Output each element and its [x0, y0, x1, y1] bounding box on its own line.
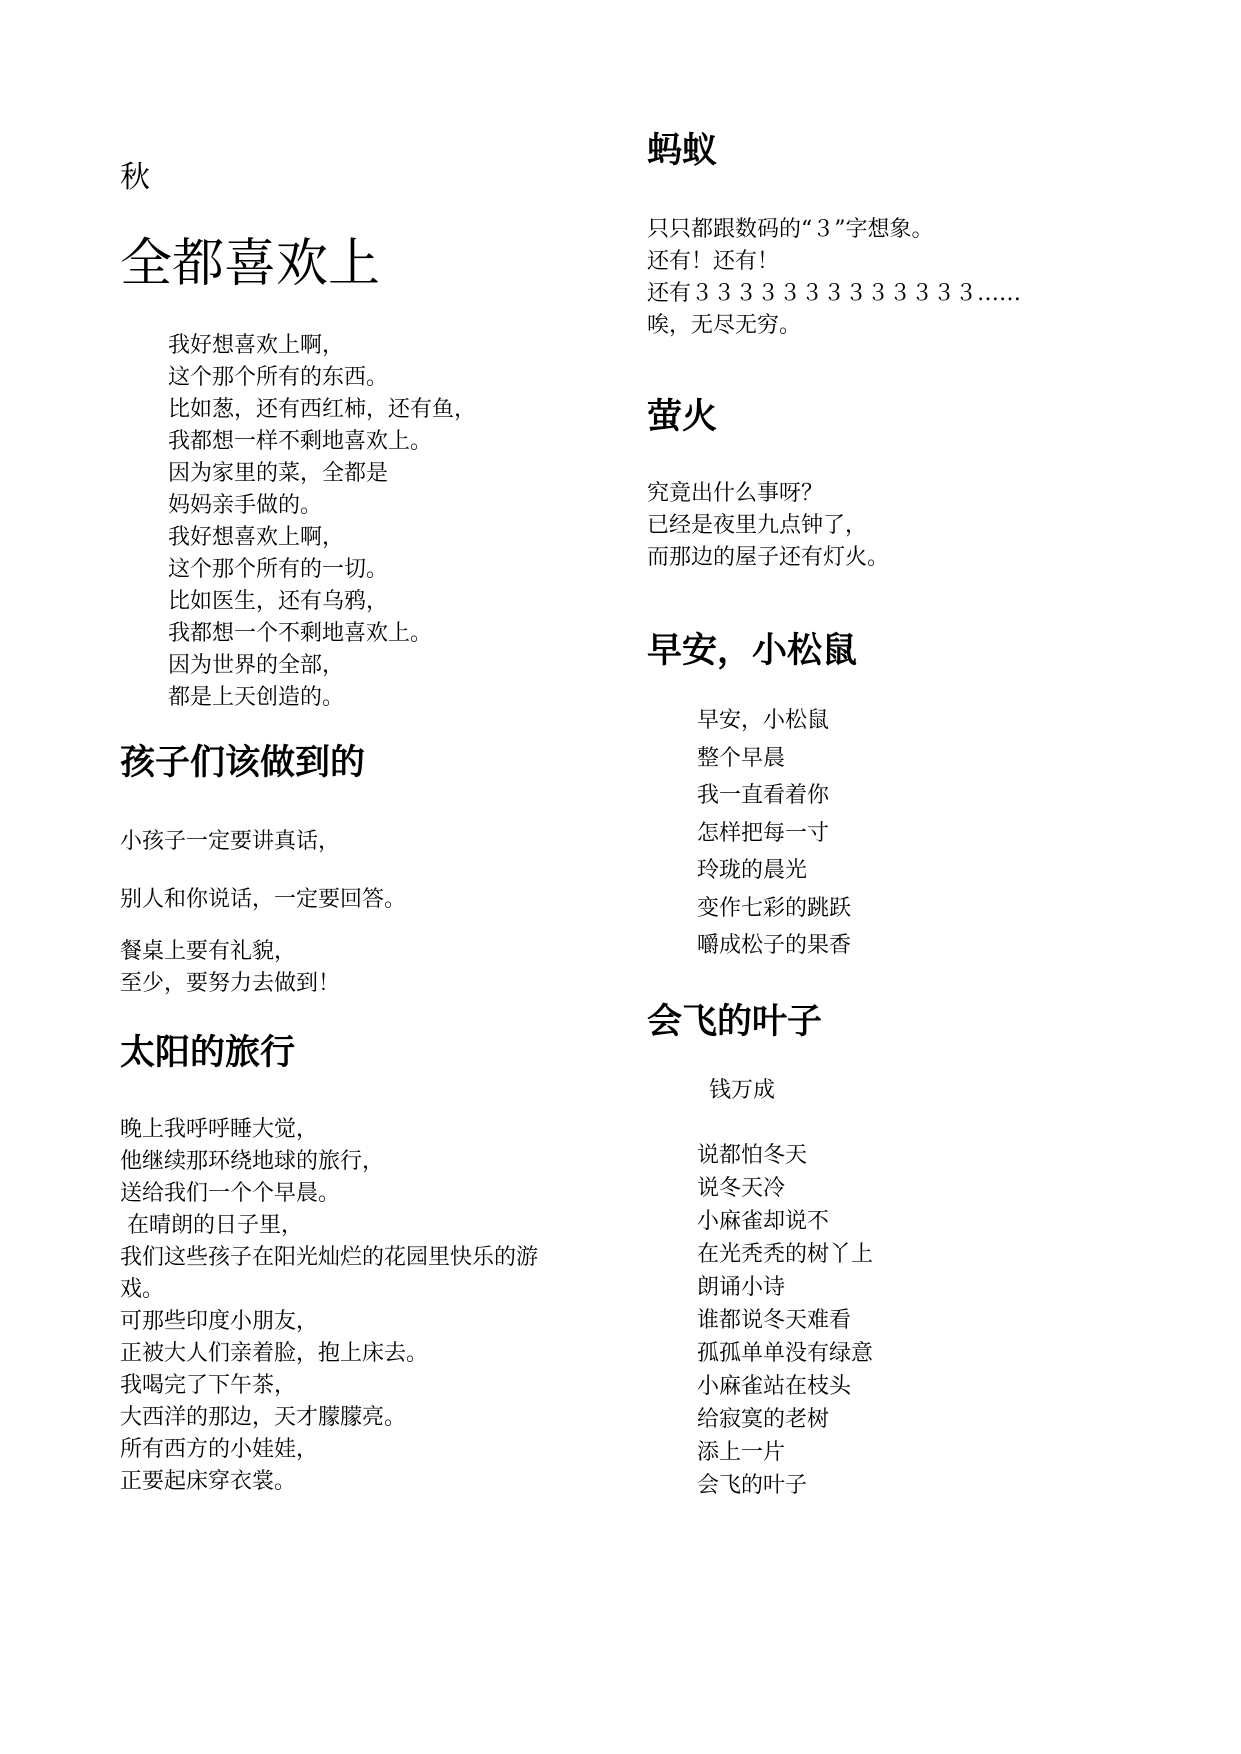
poem-line: 妈妈亲手做的。 [168, 493, 323, 518]
poem-line: 正要起床穿衣裳。 [120, 1469, 297, 1494]
poem-line: 朗诵小诗 [697, 1274, 786, 1300]
poem-line: 添上一片 [697, 1439, 786, 1465]
poem-line: 整个早晨 [697, 745, 786, 771]
poem-line: 嚼成松子的果香 [697, 933, 852, 958]
poem-line: 孤孤单单没有绿意 [697, 1340, 874, 1366]
poem-line: 在光秃秃的树丫上 [697, 1241, 874, 1267]
right-column [647, 128, 1147, 1502]
poem-line: 正被大人们亲着脸，抱上床去。 [120, 1341, 429, 1366]
poem-line: 变作七彩的跳跃 [697, 895, 852, 921]
poem-line: 究竟出什么事呀？ [647, 481, 824, 506]
poem-title-ma-yi: 蚂蚁 [647, 131, 718, 171]
poem-line: 比如医生，还有乌鸦， [168, 589, 389, 614]
poem-body-ma-yi [647, 214, 1147, 342]
poem-line: 所有西方的小娃娃， [120, 1437, 319, 1462]
poem-line: 我都想一个不剩地喜欢上。 [168, 621, 433, 646]
poem-line: 比如葱，还有西红柿，还有鱼， [168, 397, 477, 422]
poem-line: 怎样把每一寸 [697, 820, 830, 846]
poem-line: 这个那个所有的东西。 [168, 365, 389, 390]
poem-paragraph [120, 826, 620, 858]
poem-body-ying-huo [647, 478, 1147, 574]
poem-line: 大西洋的那边，天才朦朦亮。 [120, 1405, 407, 1430]
poem-line: 送给我们一个个早晨。 [120, 1181, 341, 1206]
poem-line: 只只都跟数码的“３”字想象。 [647, 217, 934, 242]
poem-title-tai-yang-de-lv-xing: 太阳的旅行 [120, 1033, 296, 1073]
poem-line: 已经是夜里九点钟了， [647, 513, 868, 538]
poem-line: 可那些印度小朋友， [120, 1309, 319, 1334]
poem-line: 在晴朗的日子里， [120, 1213, 303, 1238]
poem-paragraph [120, 936, 620, 1000]
poem-line: 晚上我呼呼睡大觉， [120, 1117, 319, 1142]
poem-line: 我一直看着你 [697, 783, 830, 808]
poem-line: 我喝完了下午茶， [120, 1373, 297, 1398]
poem-title-hui-fei-de-ye-zi: 会飞的叶子 [647, 1001, 823, 1042]
poem-line: 小孩子一定要讲真话， [120, 829, 341, 854]
poem-title-hai-zi-men: 孩子们该做到的 [120, 743, 366, 783]
poem-line: 早安，小松鼠 [697, 708, 830, 733]
poem-author: 钱万成 [709, 1077, 776, 1103]
poem-line: 我都想一样不剩地喜欢上。 [168, 429, 433, 454]
poem-line: 说都怕冬天 [697, 1142, 808, 1168]
poem-line: 玲珑的晨光 [697, 858, 808, 883]
poem-line: 而那边的屋子还有灯火。 [647, 545, 890, 570]
section-label: 秋 [120, 160, 150, 195]
poem-line: 唉，无尽无穷。 [647, 313, 802, 338]
poem-line: 都是上天创造的。 [168, 685, 345, 710]
poem-line: 别人和你说话，一定要回答。 [120, 887, 407, 912]
poem-line: 会飞的叶子 [697, 1472, 808, 1498]
poem-line: 他继续那环绕地球的旅行， [120, 1149, 385, 1174]
poem-line: 小麻雀却说不 [697, 1208, 830, 1234]
poem-line: 还有３３３３３３３３３３３３３…… [647, 281, 1022, 306]
poem-line: 还有！还有！ [647, 249, 780, 274]
poem-line: 我好想喜欢上啊， [168, 333, 345, 358]
poem-line: 这个那个所有的一切。 [168, 557, 389, 582]
poem-line: 因为家里的菜，全都是 [168, 461, 389, 486]
poem-line: 谁都说冬天难看 [697, 1307, 852, 1333]
poem-title-ying-huo: 萤火 [647, 397, 718, 437]
poem-line: 戏。 [120, 1277, 165, 1302]
poem-paragraph [120, 884, 620, 916]
poem-body-quan-dou-xi-huan-shang [120, 330, 620, 714]
poem-line: 我好想喜欢上啊， [168, 525, 345, 550]
poem-line: 餐桌上要有礼貌， [120, 939, 297, 964]
poem-title-quan-dou-xi-huan-shang: 全都喜欢上 [120, 234, 381, 294]
poem-body-hui-fei-de-ye-zi [647, 1139, 1147, 1502]
poem-line: 小麻雀站在枝头 [697, 1373, 852, 1399]
poem-body-tai-yang-de-lv-xing [120, 1114, 620, 1498]
left-column [120, 158, 620, 1498]
poem-line: 给寂寞的老树 [697, 1406, 830, 1432]
poem-line: 至少，要努力去做到！ [120, 971, 341, 996]
poem-title-zao-an-xiao-song-shu: 早安，小松鼠 [647, 631, 858, 671]
poem-body-zao-an-xiao-song-shu [647, 702, 1147, 965]
poem-line: 因为世界的全部， [168, 653, 345, 678]
poem-line: 我们这些孩子在阳光灿烂的花园里快乐的游 [120, 1245, 539, 1270]
poem-line: 说冬天冷 [697, 1175, 786, 1201]
